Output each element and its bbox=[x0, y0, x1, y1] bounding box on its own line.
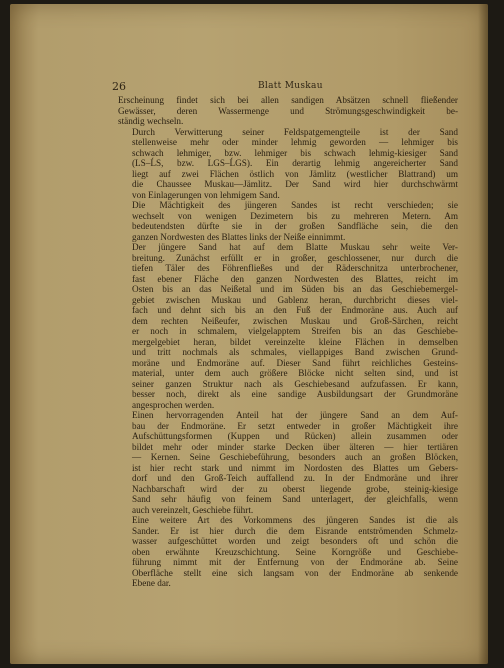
text-line: er noch in schmalem, vielgelapptem Streifen bis an das Geschiebe- bbox=[132, 326, 458, 336]
page-number: 26 bbox=[112, 80, 126, 93]
text-line: besser noch, direkt als eine sandige Ausbildungsart der Grundmoräne bbox=[132, 389, 458, 399]
text-line: Sand sehr häufig von feinem Sand unterlagert, der gleichfalls, wenn bbox=[132, 494, 458, 504]
text-line: und tritt nochmals als schmales, viellappiges Band zwischen Grund- bbox=[132, 347, 458, 357]
text-line: auch vereinzelt, Geschiebe führt. bbox=[132, 504, 254, 515]
text-line: tiefen Täler des Föhrenfließes und der Räderschnitza unterbrochener, bbox=[132, 263, 458, 273]
text-line: Aufschüttungsformen (Kuppen und Rücken) allein zusammen oder bbox=[132, 431, 458, 441]
text-line: ganzen Nordwesten des Blattes links der Neiße einnimmt. bbox=[132, 231, 346, 242]
text-line: (LS–ĹS, bzw. LGS–ĹGS). Ein derartig lehmig angereicherter Sand bbox=[132, 158, 458, 168]
running-head bbox=[112, 80, 452, 94]
text-line: liegt auf zwei Flächen östlich von Jämlitz (westlicher Blattrand) um bbox=[132, 168, 458, 179]
paragraph bbox=[118, 95, 458, 127]
text-line: — Kernen. Seine Geschiebeführung, besonders auch an großen Blöcken, bbox=[132, 452, 458, 462]
text-line: mergelgebiet heran, bildet vereinzelte kleine Flächen in demselben bbox=[132, 336, 458, 347]
body-text bbox=[118, 95, 458, 589]
text-line: angesprochen werden. bbox=[132, 399, 215, 410]
text-line: bildet mehr oder minder starke Decken über älteren — hier tertiären bbox=[132, 441, 458, 452]
text-line: Sander. Er ist hier durch die dem Eisrande entströmenden Schmelz- bbox=[132, 525, 458, 536]
text-line: fast ebener Fläche den ganzen Nordwesten des Blattes, reicht im bbox=[132, 273, 458, 284]
text-line: dorf und den Groß-Teich auffallend zu. In der Endmoräne und ihrer bbox=[132, 473, 458, 483]
text-line: Die Mächtigkeit des jüngeren Sandes ist recht verschieden; sie bbox=[132, 200, 458, 210]
text-line: die Chaussee Muskau—Jämlitz. Der Sand wird hier durchschwärmt bbox=[132, 179, 458, 189]
text-line: Einen hervorragenden Anteil hat der jüngere Sand an dem Auf- bbox=[132, 410, 458, 420]
running-title: Blatt Muskau bbox=[258, 81, 323, 91]
text-line: ist hier recht stark und nimmt im Nordosten des Blattes um Gebers- bbox=[132, 462, 458, 473]
text-line: moräne und Endmoräne auf. Dieser Sand führt reichliches Gesteins- bbox=[132, 357, 458, 368]
paragraph bbox=[118, 200, 458, 242]
text-line: Ebene dar. bbox=[132, 578, 171, 588]
text-line: Der jüngere Sand hat auf dem Blatte Muskau sehr weite Ver- bbox=[132, 242, 458, 252]
page-edge-shadow bbox=[478, 4, 488, 664]
text-line: Erscheinung findet sich bei allen sandigen Absätzen schnell fließender bbox=[118, 95, 458, 105]
text-line: fach und dehnt sich bis an den Fuß der Endmoräne aus. Auch auf bbox=[132, 305, 458, 315]
text-line: wasser aufgeschüttet worden und zeigt besonders oft und schön die bbox=[132, 536, 458, 546]
paragraph bbox=[118, 127, 458, 201]
text-line: bedeutendsten dürfte sie in der großen Sandfläche sein, die den bbox=[132, 221, 458, 231]
text-line: ständig wechseln. bbox=[118, 116, 184, 126]
paragraph bbox=[118, 410, 458, 515]
text-line: bau der Endmoräne. Er setzt entweder in großer Mächtigkeit ihre bbox=[132, 420, 458, 431]
text-line: schwach lehmiger, bzw. lehmiger bis schwach lehmig-kiesiger Sand bbox=[132, 147, 458, 158]
text-line: von Einlagerungen von lehmigem Sand. bbox=[132, 189, 280, 200]
text-line: Gewässer, deren Wassermenge und Strömungsgeschwindigkeit be- bbox=[118, 105, 458, 116]
text-line: Durch Verwitterung seiner Feldspatgemengteile ist der Sand bbox=[132, 126, 458, 137]
text-line: material, unter dem auch größere Blöcke nicht selten sind, und ist bbox=[132, 368, 458, 378]
text-line: Osten bis an das Neißetal und im Süden bis an das Geschiebemergel- bbox=[132, 284, 458, 294]
text-line: Oberfläche stellt eine sich langsam von der Endmoräne ab senkende bbox=[132, 567, 458, 578]
text-line: gebiet zwischen Muskau und Gablenz heran, durchbricht dieses viel- bbox=[132, 294, 458, 305]
paragraph bbox=[118, 242, 458, 410]
text-line: oben erwähnte Kreuzschichtung. Seine Korngröße und Geschiebe- bbox=[132, 546, 458, 557]
text-line: Nachbarschaft wird der zu oberst liegende grobe, steinig-kiesige bbox=[132, 483, 458, 494]
text-line: breitung. Zunächst erfüllt er in großer, geschlossener, nur durch die bbox=[132, 252, 458, 263]
text-line: stellenweise mehr oder minder lehmig geworden — lehmiger bis bbox=[132, 137, 458, 147]
text-line: führung nimmt mit der Entfernung von der Endmoräne ab. Seine bbox=[132, 557, 458, 567]
paragraph bbox=[118, 515, 458, 589]
text-line: dem rechten Neißeufer, zwischen Muskau und Groß-Särchen, reicht bbox=[132, 315, 458, 326]
text-line: seiner ganzen Struktur nach als Geschiebesand aufzufassen. Er kann, bbox=[132, 378, 458, 389]
text-line: wechselt von wenigen Dezimetern bis zu mehreren Metern. Am bbox=[132, 210, 458, 221]
text-line: Eine weitere Art des Vorkommens des jüngeren Sandes ist die als bbox=[132, 515, 458, 525]
